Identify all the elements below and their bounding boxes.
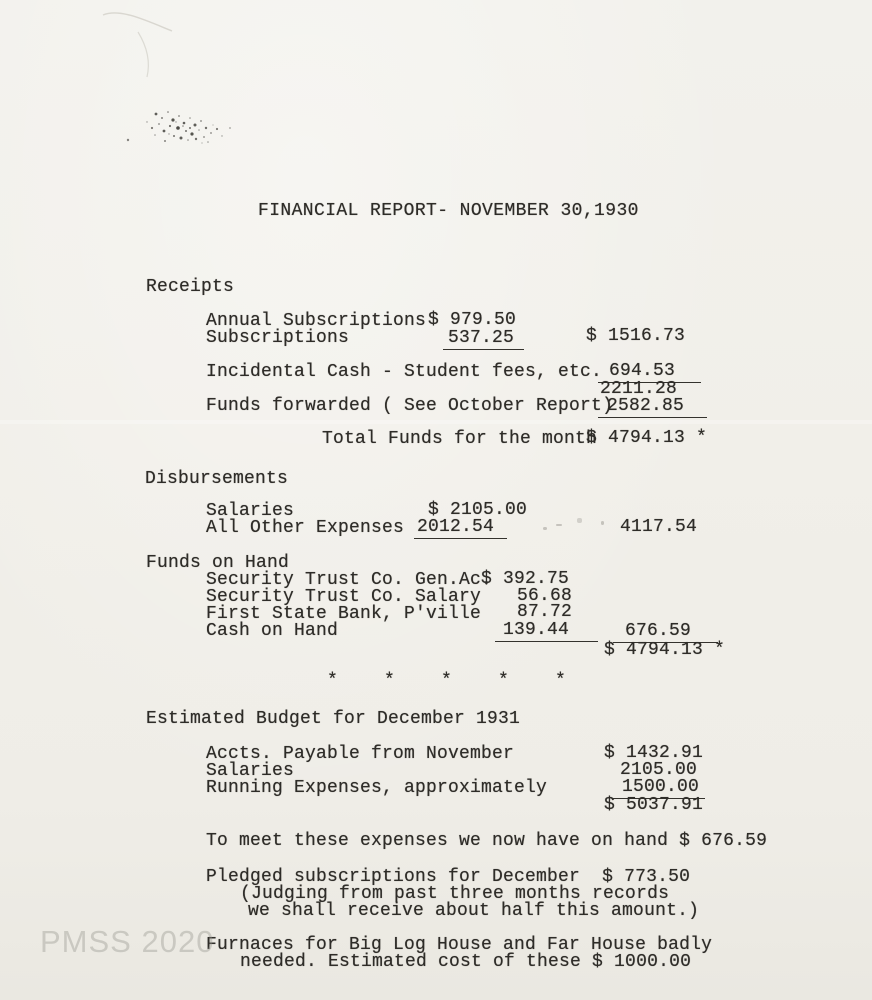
funds-row-amount: 139.44 xyxy=(495,620,598,642)
receipts-heading: Receipts xyxy=(146,277,235,297)
pmss-watermark: PMSS 2020 xyxy=(40,924,215,959)
receipts-subtotal: 2211.28 xyxy=(600,379,678,399)
budget-total: $ 5037.91 xyxy=(604,795,704,815)
funds-row-amount: $ 392.75 xyxy=(481,569,570,589)
pencil-mark xyxy=(543,527,547,530)
funds-row-amount: 87.72 xyxy=(517,602,573,622)
asterisk-separator: * * * * * xyxy=(327,671,567,691)
funds-row-amount: 56.68 xyxy=(517,586,573,606)
funds-forwarded-amount: 2582.85 xyxy=(598,396,707,418)
budget-row-label: Salaries xyxy=(206,761,295,781)
incidental-cash-label: Incidental Cash - Student fees, etc. xyxy=(206,362,603,382)
scan-artifact-band xyxy=(0,420,872,424)
budget-heading: Estimated Budget for December 1931 xyxy=(146,709,521,729)
paper-crease xyxy=(60,0,310,110)
subscriptions-label: Subscriptions xyxy=(206,328,350,348)
pencil-mark xyxy=(577,518,582,523)
funds-on-hand-heading: Funds on Hand xyxy=(146,553,290,573)
furnaces-line2: needed. Estimated cost of these $ 1000.00 xyxy=(240,952,692,972)
disbursements-heading: Disbursements xyxy=(145,469,289,489)
annual-subscriptions-label: Annual Subscriptions xyxy=(206,311,427,331)
furnaces-line1: Furnaces for Big Log House and Far House badly xyxy=(206,935,713,955)
funds-row-label: Security Trust Co. Salary xyxy=(206,587,482,607)
other-expenses-amount: 2012.54 xyxy=(414,517,507,539)
funds-on-hand-total: $ 4794.13 * xyxy=(604,640,726,660)
subscriptions-total: $ 1516.73 xyxy=(586,326,686,346)
on-hand-note: To meet these expenses we now have on hand $ 676.59 xyxy=(206,831,768,851)
funds-row-label: Cash on Hand xyxy=(206,621,339,641)
subscriptions-amount: 537.25 xyxy=(443,328,524,350)
funds-on-hand-subtotal: 676.59 xyxy=(613,621,718,643)
annual-subscriptions-amount: $ 979.50 xyxy=(428,310,517,330)
disbursements-total: 4117.54 xyxy=(620,517,698,537)
salaries-amount: $ 2105.00 xyxy=(428,500,528,520)
budget-row-amount: 2105.00 xyxy=(620,760,698,780)
budget-row-amount: $ 1432.91 xyxy=(604,743,704,763)
other-expenses-label: All Other Expenses xyxy=(206,518,405,538)
ink-smudge xyxy=(118,98,248,153)
incidental-cash-amount: 694.53 xyxy=(598,361,701,383)
total-funds-label: Total Funds for the month xyxy=(322,429,598,449)
funds-row-label: Security Trust Co. Gen.Ac. xyxy=(206,570,493,590)
salaries-label: Salaries xyxy=(206,501,295,521)
pencil-mark xyxy=(601,521,604,525)
pledged-subscriptions-line: Pledged subscriptions for December $ 773.50 xyxy=(206,867,691,887)
budget-row-amount: 1500.00 xyxy=(612,777,705,799)
budget-row-label: Accts. Payable from November xyxy=(206,744,515,764)
pencil-mark xyxy=(556,524,562,526)
funds-forwarded-label: Funds forwarded ( See October Report) xyxy=(206,396,614,416)
pledged-note-line1: (Judging from past three months records xyxy=(240,884,670,904)
pledged-note-line2: we shall receive about half this amount.) xyxy=(248,901,700,921)
total-funds-amount: $ 4794.13 * xyxy=(586,428,708,448)
funds-row-label: First State Bank, P'ville xyxy=(206,604,482,624)
report-title: FINANCIAL REPORT- NOVEMBER 30,1930 xyxy=(258,201,639,221)
budget-row-label: Running Expenses, approximately xyxy=(206,778,548,798)
